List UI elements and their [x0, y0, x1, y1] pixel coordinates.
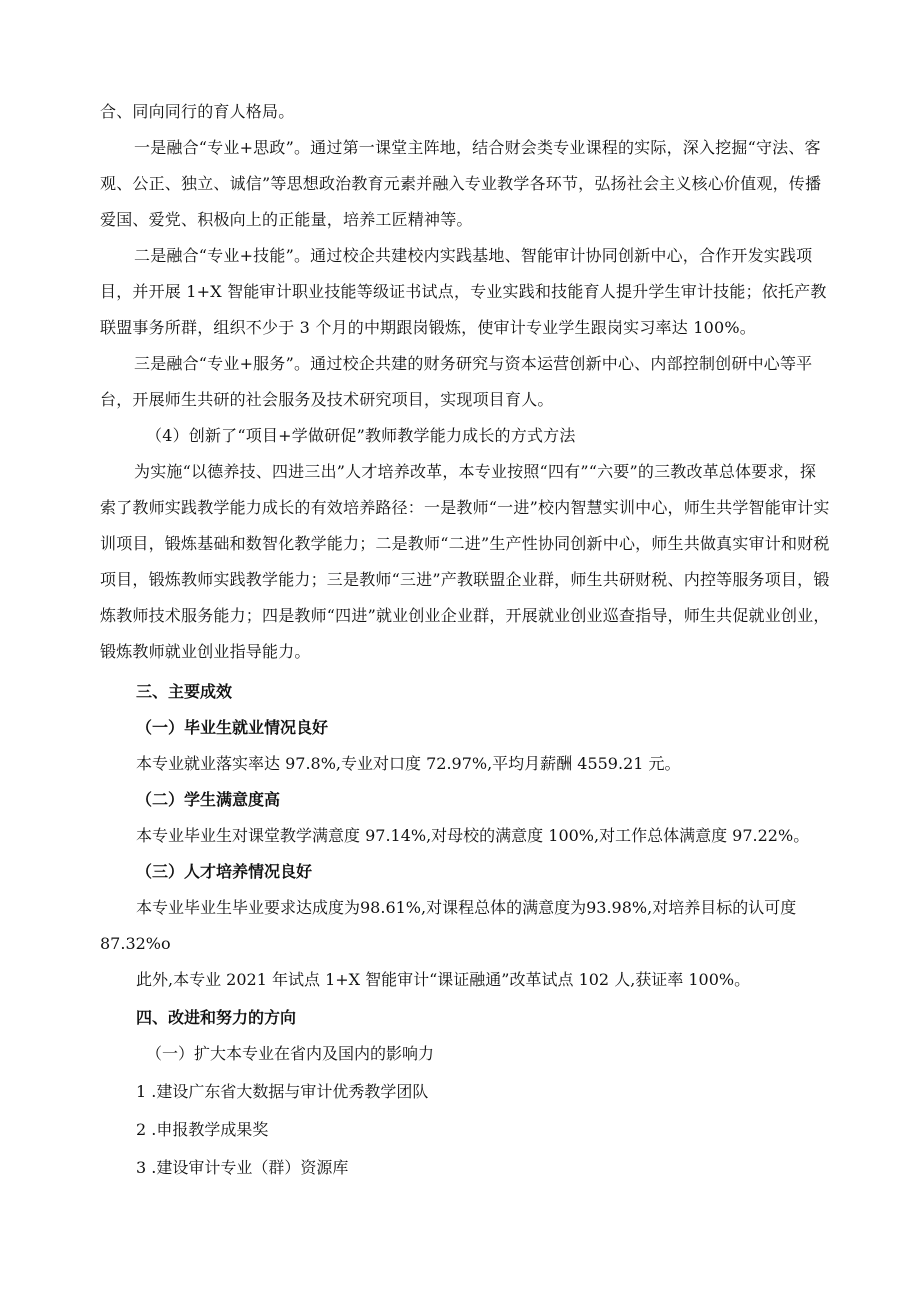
subheading-training: （三）人才培养情况良好 [136, 862, 313, 881]
subheading-influence: （一）扩大本专业在省内及国内的影响力 [146, 1044, 435, 1063]
section-heading-results: 三、主要成效 [136, 682, 233, 701]
subheading-satisfaction: （二）学生满意度高 [136, 790, 281, 809]
paragraph-integration-service: 三是融合“专业+服务”。通过校企共建的财务研究与资本运营创新中心、内部控制创研中心等平台，开展师生共研的社会服务及技术研究项目，实现项目育人。 [100, 354, 813, 409]
text-training-a: 本专业毕业生毕业要求达成度为98.61%,对课程总体的满意度为93.98%,对培养目标的认可度 [136, 898, 797, 917]
text-satisfaction: 本专业毕业生对课堂教学满意度 97.14%,对母校的满意度 100%,对工作总体满意度 97.22%。 [136, 826, 810, 845]
text-training-b: 87.32%o [100, 934, 171, 953]
paragraph-teacher-growth: 为实施“以德养技、四进三出”人才培养改革，本专业按照“四有”“六要”的三教改革总体要求，探索了教师实践教学能力成长的有效培养路径：一是教师“一进”校内智慧实训中心，师生共学智能审计实训项目，锻炼基础和数智化教学能力；二是教师“二进”生产性协同创新中心，师生共做真实审计和财税项目，锻炼教师实践教学能力；三是教师“三进”产教联盟企业群，师生共研财税、内控等服务项目，锻炼教师技术服务能力；四是教师“四进”就业创业企业群，开展就业创业巡查指导，师生共促就业创业，锻炼教师就业创业指导能力。 [100, 462, 830, 661]
subsection-heading-innovation: （4）创新了“项目+学做研促”教师教学能力成长的方式方法 [146, 426, 576, 445]
list-item-teaching-award: 2 .申报教学成果奖 [136, 1120, 269, 1139]
subheading-employment: （一）毕业生就业情况良好 [136, 718, 329, 737]
paragraph-continuation: 合、同向同行的育人格局。 [100, 102, 295, 121]
text-certification: 此外,本专业 2021 年试点 1+X 智能审计“课证融通”改革试点 102 人,获证率 100%。 [136, 970, 751, 989]
section-heading-improvement: 四、改进和努力的方向 [136, 1008, 297, 1027]
paragraph-integration-skills: 二是融合“专业+技能”。通过校企共建校内实践基地、智能审计协同创新中心，合作开发实践项目，并开展 1+X 智能审计职业技能等级证书试点，专业实践和技能育人提升学生审计技能；依托产教联盟事务所群，组织不少于 3 个月的中期跟岗锻炼，使审计专业学生跟岗实习率达 100%。 [100, 246, 827, 337]
list-item-teaching-team: 1 .建设广东省大数据与审计优秀教学团队 [136, 1082, 429, 1101]
list-item-resource-library: 3 .建设审计专业（群）资源库 [136, 1158, 349, 1177]
text-employment: 本专业就业落实率达 97.8%,专业对口度 72.97%,平均月薪酬 4559.21 元。 [136, 754, 681, 773]
paragraph-integration-ideology: 一是融合“专业+思政”。通过第一课堂主阵地，结合财会类专业课程的实际，深入挖掘“守法、客观、公正、独立、诚信”等思想政治教育元素并融入专业教学各环节，弘扬社会主义核心价值观，传播爱国、爱党、积极向上的正能量，培养工匠精神等。 [100, 138, 822, 229]
